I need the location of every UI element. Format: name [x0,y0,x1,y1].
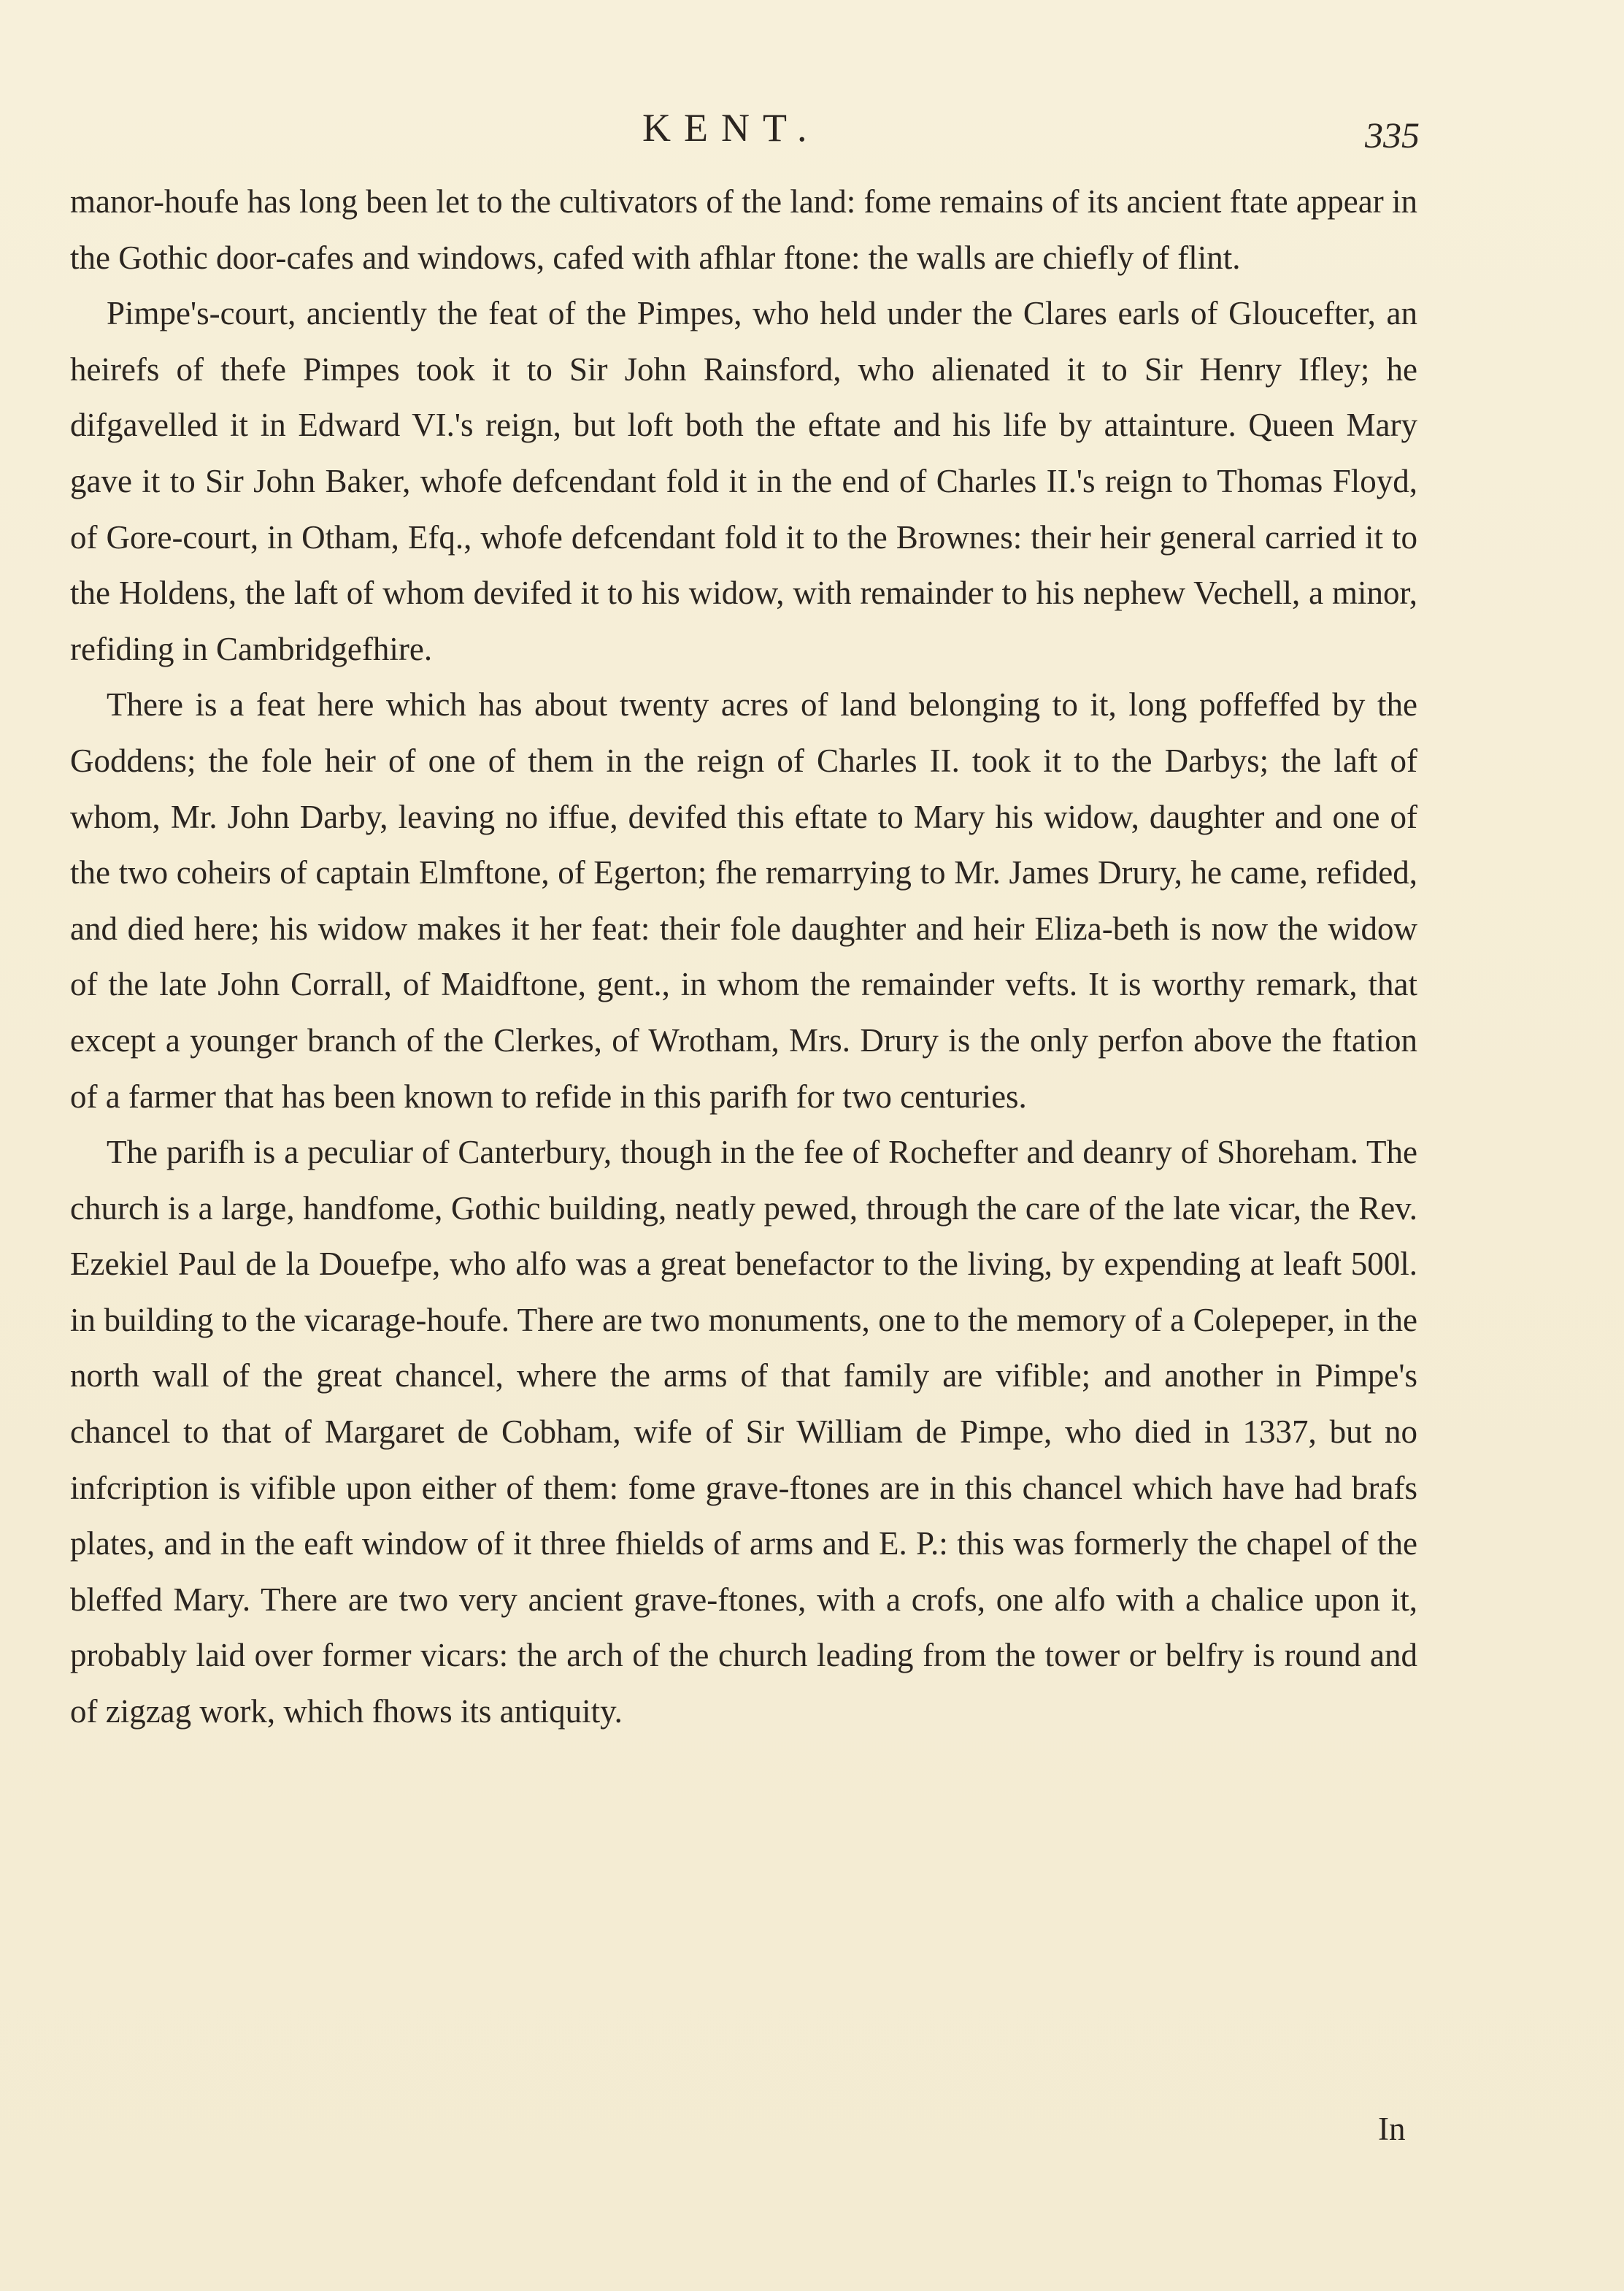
page-number: 335 [1365,115,1420,156]
paragraph-manor-house: manor-houfe has long been let to the cultivators of the land: fome remains of its ancient ftate appear in the Gothic door-cafes and windows, cafed with afhlar ftone: the walls are chiefly of flint. [70,183,1417,276]
paragraph-pimpes-court: Pimpe's-court, anciently the feat of the Pimpes, who held under the Clares earls of Gloucefter, an heirefs of thefe Pimpes took it to Sir John Rainsford, who alienated it to Sir Henry Ifley; he difgavelled it in Edward VI.'s reign, but loft both the eftate and his life by attainture. Queen Mary gave it to Sir John Baker, whofe defcendant fold it in the end of Charles II.'s reign to Thomas Floyd, of Gore-court, in Otham, Efq., whofe defcendant fold it to the Brownes: their heir general carried it to the Holdens, the laft of whom devifed it to his widow, with remainder to his nephew Vechell, a minor, refiding in Cambridgefhire. [70,295,1417,667]
running-head [0,102,1624,156]
paragraph-goddens-seat: There is a feat here which has about twenty acres of land belonging to it, long poffeffed by the Goddens; the fole heir of one of them in the reign of Charles II. took it to the Darbys; the laft of whom, Mr. John Darby, leaving no iffue, devifed this eftate to Mary his widow, daughter and one of the two coheirs of captain Elmftone, of Egerton; fhe remarrying to Mr. James Drury, he came, refided, and died here; his widow makes it her feat: their fole daughter and heir Eliza-beth is now the widow of the late John Corrall, of Maidftone, gent., in whom the remainder vefts. It is worthy remark, that except a younger branch of the Clerkes, of Wrotham, Mrs. Drury is the only perfon above the ftation of a farmer that has been known to refide in this parifh for two centuries. [70,686,1417,1115]
paragraph-church: The parifh is a peculiar of Canterbury, though in the fee of Rochefter and deanry of Shoreham. The church is a large, handfome, Gothic building, neatly pewed, through the care of the late vicar, the Rev. Ezekiel Paul de la Douefpe, who alfo was a great benefactor to the living, by expending at leaft 500l. in building to the vicarage-houfe. There are two monuments, one to the memory of a Colepeper, in the north wall of the great chancel, where the arms of that family are vifible; and another in Pimpe's chancel to that of Margaret de Cobham, wife of Sir William de Pimpe, who died in 1337, but no infcription is vifible upon either of them: fome grave-ftones are in this chancel which have had brafs plates, and in the eaft window of it three fhields of arms and E. P.: this was formerly the chapel of the bleffed Mary. There are two very ancient grave-ftones, with a crofs, one alfo with a chalice upon it, probably laid over former vicars: the arch of the church leading from the tower or belfry is round and of zigzag work, which fhows its antiquity. [70,1134,1417,1730]
running-title: KENT. [642,106,820,150]
body-text [70,174,1417,1740]
catchword: In [1378,2111,1406,2147]
